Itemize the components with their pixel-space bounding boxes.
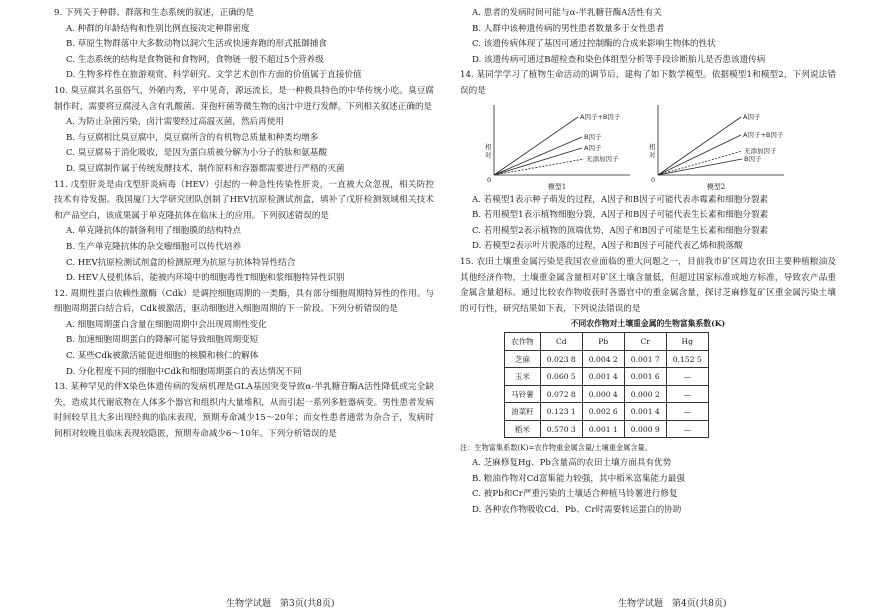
question-11-option-b: B. 生产单克隆抗体的杂交瘤细胞可以传代培养	[66, 241, 242, 252]
table-row	[505, 368, 709, 386]
question-13-stem: 13. 某种罕见的伴X染色体遗传病的发病机理是GLA基因突变导致α-半乳糖苷酶A活性降低或完全缺失，造成其代谢底物在人体多个器官和组织内大量堆积，从而引起一系列多脏器病变。男性患者发病时间较早且大多出现经典的临床表现，预期寿命减少15～20年；而女性患者通常为杂合子，发病时间相对较晚且临床表现较隐匿，预期寿命减少6～10年。下列分析错误的是	[54, 382, 434, 440]
table-cell: 0.001 4	[624, 403, 666, 421]
left-column	[54, 6, 434, 443]
table-cell: 0.001 7	[624, 350, 666, 368]
enrichment-table	[504, 332, 709, 438]
table-cell: 0.000 2	[624, 385, 666, 403]
table-header-cell: Cd	[540, 333, 582, 351]
question-9-stem: 9. 下列关于种群、群落和生态系统的叙述，正确的是	[54, 8, 254, 18]
question-12-option-b: B. 加速细胞周期蛋白的降解可能导致细胞周期变短	[66, 335, 259, 346]
question-15-option-c: C. 被Pb和Cr严重污染的土壤适合种植马铃薯进行修复	[472, 489, 678, 500]
model-1-figure	[482, 103, 632, 191]
question-10-option-b: B. 与豆腐相比臭豆腐中，臭豆腐所含的有机物总质量和种类均增多	[66, 132, 319, 143]
question-12-option-d: D. 分化程度不同的细胞中Cdk和细胞周期蛋白的表达情况不同	[66, 366, 302, 377]
question-9-option-d: D. 生物多样性在旅游观赏、科学研究、文学艺术创作方面的价值属于直接价值	[66, 70, 362, 81]
model-2-label-none: 无添加因子	[744, 146, 777, 155]
question-11-option-c: C. HEV抗原检测试剂盒的检测原理为抗原与抗体特异性结合	[66, 257, 296, 268]
model-2-figure	[646, 103, 786, 191]
model-1-caption: 模型1	[547, 182, 567, 191]
table-cell: 油菜籽	[505, 403, 541, 421]
table-header-cell: Hg	[666, 333, 708, 351]
footer-page-4: 生物学试题 第4页(共8页)	[618, 599, 727, 609]
model-1-label-ab: A因子+B因子	[580, 112, 621, 121]
table-cell: 0.002 6	[582, 403, 624, 421]
question-9-option-c: C. 生态系统的结构是食物链和食物网，食物链一般不超过5个营养级	[66, 54, 324, 65]
table-header-cell: Pb	[582, 333, 624, 351]
model-2-line-ab	[658, 135, 741, 175]
question-15-option-b: B. 粮油作物对Cd富集能力较强，其中稻米富集能力最强	[472, 473, 685, 484]
question-13-option-a: A. 患者的发病时间可能与α-半乳糖苷酶A活性有关	[472, 8, 662, 18]
table-cell: —	[666, 368, 708, 386]
question-11-option-a: A. 单克隆抗体的制备利用了细胞膜的结构特点	[66, 226, 241, 237]
table-title: 不同农作物对土壤重金属的生物富集系数(K)	[570, 319, 726, 329]
table-cell: 0.004 2	[582, 350, 624, 368]
table-row	[505, 420, 709, 438]
table-row	[505, 385, 709, 403]
question-14-option-c: C. 若用模型2表示植物的顶端优势，A因子和B因子可能是生长素和细胞分裂素	[472, 225, 769, 236]
question-14-option-d: D. 若模型2表示叶片脱落的过程，A因子和B因子可能代表乙烯和脱落酸	[472, 241, 743, 252]
table-cell: 0.001 6	[624, 368, 666, 386]
question-14-option-a: A. 若模型1表示种子萌发的过程，A因子和B因子可能代表赤霉素和细胞分裂素	[472, 194, 769, 205]
question-11-option-d: D. HEV人侵机体后，能被内环境中的细胞毒性T细胞和浆细胞特异性识别	[66, 273, 345, 284]
footer-page-3: 生物学试题 第3页(共8页)	[226, 599, 335, 609]
model-2-label-ab: A因子+B因子	[743, 130, 784, 139]
table-cell: 0.152 5	[666, 350, 708, 368]
model-1-graph	[482, 103, 632, 183]
model-1-line-b	[494, 137, 582, 175]
question-12-option-c: C. 某些Cdk被激活能促进细胞的核膜和核仁的解体	[66, 351, 259, 362]
model-2-label-a: A因子	[743, 112, 761, 121]
question-15-option-d: D. 各种农作物吸收Cd、Pb、Cr时需要转运蛋白的协助	[472, 504, 682, 515]
model-1-label-a: A因子	[584, 143, 602, 152]
question-10-option-d: D. 臭豆腐制作属于传统发酵技术，制作原料和容器都需要进行严格的灭菌	[66, 163, 345, 174]
question-12-stem: 12. 周期性蛋白依赖性激酶（Cdk）是调控细胞周期的一类酶，具有部分细胞周期特异性的作用。与细胞周期蛋白结合后，Cdk被激活，驱动细胞进入细胞周期的下一阶段。下列分析错误的是	[54, 288, 434, 315]
table-header-row	[505, 333, 709, 351]
question-9-option-a: A. 种群的年龄结构和性别比例直接决定种群密度	[66, 23, 250, 34]
table-row	[505, 403, 709, 421]
question-13-option-c: C. 该遗传病体现了基因可通过控制酶的合成来影响生物体的性状	[472, 39, 716, 50]
question-13-option-b: B. 人群中该种遗传病的男性患者数量多于女性患者	[472, 23, 665, 34]
table-cell: 0.123 1	[540, 403, 582, 421]
question-9-option-b: B. 草原生物群落中大多数动物以洞穴生活或快速奔跑的形式抵御捕食	[66, 39, 327, 50]
table-cell: 0.023 8	[540, 350, 582, 368]
model-2-graph	[646, 103, 786, 183]
table-header-cell: 农作物	[505, 333, 541, 351]
model-1-line-a	[494, 148, 582, 175]
model-1-origin: 0	[487, 175, 492, 183]
question-11-stem: 11. 戊型肝炎是由戊型肝炎病毒（HEV）引起的一种急性传染性肝炎，一直被大众忽视，相关防控技术有待发掘。我国厦门大学研究团队创制了HEV抗原检测试剂盒，填补了戊肝检测领域相关技术和产品空白，该成果属于单克隆抗体在临床上的应用。下列叙述错误的是	[54, 179, 434, 221]
table-note: 注：生物富集系数(K)=农作物重金属含量/土壤重金属含量。	[460, 443, 652, 453]
table-cell: 稻米	[505, 420, 541, 438]
table-row	[505, 350, 709, 368]
question-14-stem: 14. 某同学学习了植物生命活动的调节后，建构了如下数学模型。依据模型1和模型2，下列说法错误的是	[460, 70, 836, 96]
right-column	[460, 6, 836, 518]
model-2-line-b	[658, 159, 742, 175]
question-10-stem: 10. 臭豆腐其名虽俗气，外陋内秀，平中见奇，源远流长，是一种极具特色的中华传统小吃。臭豆腐制作时，需要将豆腐浸入含有乳酸菌、芽孢杆菌等微生物的卤汁中进行发酵。下列相关叙述正确的是	[54, 85, 434, 112]
model-2-y-label-2: 对	[649, 150, 656, 159]
table-cell: 0.001 1	[582, 420, 624, 438]
table-cell: —	[666, 420, 708, 438]
table-cell: 0.001 4	[582, 368, 624, 386]
table-cell: 0.000 9	[624, 420, 666, 438]
model-2-line-a	[658, 117, 741, 175]
question-10-option-a: A. 为防止杂菌污染，卤汁需要经过高温灭菌，然后再使用	[66, 117, 284, 128]
model-1-label-none: 无添加因子	[586, 154, 619, 163]
model-1-y-label: 相	[485, 142, 492, 151]
table-cell: 0.000 4	[582, 385, 624, 403]
model-2-origin: 0	[651, 175, 656, 183]
table-cell: 0.060 5	[540, 368, 582, 386]
table-cell: 0.570 3	[540, 420, 582, 438]
question-12-option-a: A. 细胞周期蛋白含量在细胞周期中会出现周期性变化	[66, 319, 267, 330]
table-cell: 玉米	[505, 368, 541, 386]
model-2-caption: 模型2	[706, 182, 726, 191]
table-cell: 马铃薯	[505, 385, 541, 403]
question-15-stem: 15. 农田土壤重金属污染是我国农业面临的重大问题之一，目前我市矿区周边农田主要种植粮油及其他经济作物，土壤重金属含量相对矿区土壤含量低，但超过国家标准或地方标准，导致农产品重金属含量超标。通过比较农作物收获时各器官中的重金属含量，探讨芝麻修复矿区重金属污染土壤的可行性，研究结果如下表，下列说法错误的是	[460, 256, 836, 314]
table-cell: 0.072 8	[540, 385, 582, 403]
model-2-y-label: 相	[649, 142, 656, 151]
table-cell: —	[666, 385, 708, 403]
model-1-y-label-2: 对	[485, 150, 492, 159]
model-1-line-ab	[494, 117, 578, 175]
table-cell: 芝麻	[505, 350, 541, 368]
question-10-option-c: C. 臭豆腐易于消化吸收，是因为蛋白质被分解为小分子的肽和氨基酸	[66, 148, 327, 159]
table-cell: —	[666, 403, 708, 421]
model-1-label-b: B因子	[584, 132, 602, 141]
model-figures	[482, 103, 786, 191]
question-14-option-b: B. 若用模型1表示植物细胞分裂，A因子和B因子可能代表生长素和细胞分裂素	[472, 210, 769, 221]
table-header-cell: Cr	[624, 333, 666, 351]
model-2-label-b: B因子	[744, 154, 762, 163]
question-13-option-d: D. 该遗传病可通过B超检查和染色体组型分析等手段诊断胎儿是否患该遗传病	[472, 54, 766, 65]
question-15-option-a: A. 芝麻修复Hg、Pb含量高的农田土壤方面具有优势	[472, 457, 672, 468]
